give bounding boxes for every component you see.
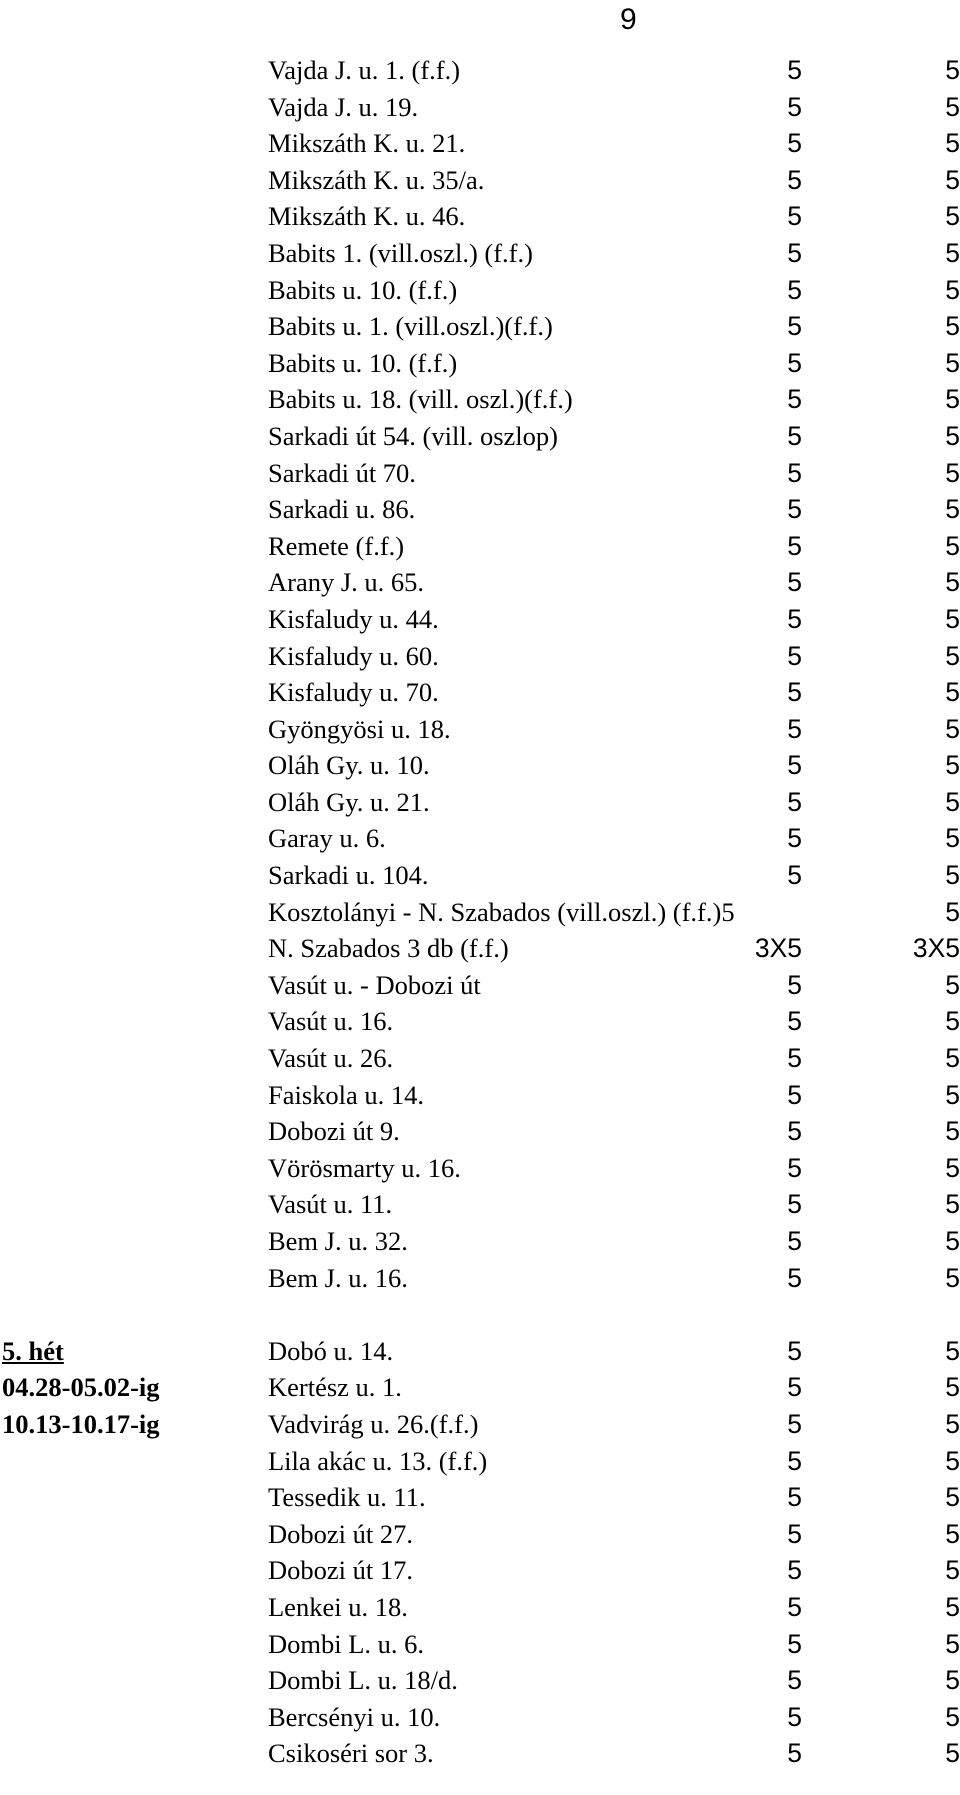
value-first: 5 bbox=[787, 237, 802, 268]
value-first: 5 bbox=[787, 420, 802, 451]
list-item bbox=[0, 1589, 960, 1626]
value-first: 5 bbox=[787, 311, 802, 342]
value-first: 5 bbox=[787, 1482, 802, 1513]
address-text: Lila akác u. 13. (f.f.) bbox=[268, 1445, 488, 1476]
value-first: 5 bbox=[787, 1152, 802, 1183]
address-text: Oláh Gy. u. 21. bbox=[268, 786, 430, 817]
list-item bbox=[0, 162, 960, 199]
value-first: 5 bbox=[787, 1665, 802, 1696]
value-second: 5 bbox=[945, 1701, 960, 1732]
address-text: Dobozi út 9. bbox=[268, 1116, 400, 1147]
value-second: 5 bbox=[945, 1043, 960, 1074]
address-text: Vasút u. 11. bbox=[268, 1189, 393, 1220]
list-item bbox=[0, 1150, 960, 1187]
address-list bbox=[0, 52, 960, 1772]
address-text: Bem J. u. 16. bbox=[268, 1262, 408, 1293]
value-first: 5 bbox=[787, 201, 802, 232]
address-text: Babits 1. (vill.oszl.) (f.f.) bbox=[268, 237, 533, 268]
value-first: 5 bbox=[787, 347, 802, 378]
address-text: Sarkadi út 54. (vill. oszlop) bbox=[268, 420, 558, 451]
list-item bbox=[0, 1113, 960, 1150]
value-second: 5 bbox=[945, 1189, 960, 1220]
value-second: 5 bbox=[945, 603, 960, 634]
value-second: 5 bbox=[945, 1591, 960, 1622]
address-text: Bem J. u. 32. bbox=[268, 1226, 408, 1256]
value-first: 5 bbox=[787, 1591, 802, 1622]
address-text: N. Szabados 3 db (f.f.) bbox=[268, 933, 509, 964]
list-item bbox=[0, 235, 960, 272]
value-second: 5 bbox=[945, 91, 960, 122]
value-first: 5 bbox=[787, 274, 802, 305]
list-item bbox=[0, 418, 960, 455]
address-text: Oláh Gy. u. 10. bbox=[268, 750, 430, 781]
address-text: Gyöngyösi u. 18. bbox=[268, 713, 451, 744]
value-first: 5 bbox=[787, 384, 802, 415]
value-first: 5 bbox=[787, 55, 802, 85]
value-second: 5 bbox=[945, 823, 960, 854]
address-text: Babits u. 10. (f.f.) bbox=[268, 347, 458, 378]
list-item bbox=[0, 1369, 960, 1406]
address-text: Dobozi út 27. bbox=[268, 1518, 413, 1549]
value-first: 5 bbox=[787, 567, 802, 598]
value-second: 5 bbox=[945, 1152, 960, 1183]
list-item bbox=[0, 601, 960, 638]
address-text: Csikoséri sor 3. bbox=[268, 1738, 434, 1769]
value-second: 5 bbox=[945, 55, 960, 85]
value-first: 5 bbox=[787, 1335, 802, 1366]
value-second: 5 bbox=[945, 677, 960, 708]
address-text: Kertész u. 1. bbox=[268, 1372, 402, 1403]
list-item bbox=[0, 1662, 960, 1699]
address-text: Vajda J. u. 19. bbox=[268, 91, 419, 122]
list-item bbox=[0, 1260, 960, 1297]
value-second: 5 bbox=[945, 201, 960, 232]
value-first: 5 bbox=[787, 1226, 802, 1256]
address-text: Mikszáth K. u. 21. bbox=[268, 128, 466, 159]
address-text: Kisfaludy u. 70. bbox=[268, 677, 439, 708]
list-item bbox=[0, 967, 960, 1004]
value-first: 5 bbox=[787, 1408, 802, 1439]
address-text: Vasút u. 16. bbox=[268, 1006, 394, 1037]
value-first: 5 bbox=[787, 677, 802, 708]
value-second: 5 bbox=[945, 1079, 960, 1110]
list-item bbox=[0, 308, 960, 345]
value-first: 5 bbox=[787, 713, 802, 744]
page-number: 9 bbox=[620, 3, 637, 36]
list-item bbox=[0, 272, 960, 309]
value-second: 5 bbox=[945, 237, 960, 268]
list-item bbox=[0, 820, 960, 857]
address-text: Bercsényi u. 10. bbox=[268, 1701, 441, 1732]
list-item bbox=[0, 1040, 960, 1077]
address-text: Garay u. 6. bbox=[268, 823, 386, 854]
section-gap bbox=[0, 1296, 960, 1333]
address-text: Sarkadi út 70. bbox=[268, 457, 416, 488]
value-first: 5 bbox=[787, 164, 802, 195]
value-second: 5 bbox=[945, 640, 960, 671]
list-item bbox=[0, 1003, 960, 1040]
list-item bbox=[0, 1223, 960, 1260]
value-first: 5 bbox=[787, 1372, 802, 1403]
value-first: 5 bbox=[787, 494, 802, 525]
value-first: 5 bbox=[787, 823, 802, 854]
value-second: 5 bbox=[945, 1445, 960, 1476]
address-text: Vasút u. - Dobozi út bbox=[268, 969, 481, 1000]
list-item bbox=[0, 1516, 960, 1553]
address-text: Babits u. 1. (vill.oszl.)(f.f.) bbox=[268, 311, 553, 342]
value-first: 5 bbox=[787, 1079, 802, 1110]
value-first: 5 bbox=[787, 1006, 802, 1037]
value-second: 5 bbox=[945, 713, 960, 744]
address-text: Babits u. 10. (f.f.) bbox=[268, 274, 458, 305]
value-second: 5 bbox=[945, 1116, 960, 1147]
list-item bbox=[0, 1333, 960, 1370]
list-item bbox=[0, 1186, 960, 1223]
value-second: 5 bbox=[945, 384, 960, 415]
value-first: 5 bbox=[787, 1116, 802, 1147]
value-first: 5 bbox=[787, 1445, 802, 1476]
value-second: 5 bbox=[945, 1006, 960, 1037]
value-first: 5 bbox=[787, 1043, 802, 1074]
list-item bbox=[0, 747, 960, 784]
value-second: 5 bbox=[945, 128, 960, 159]
list-item bbox=[0, 564, 960, 601]
value-first: 5 bbox=[787, 1518, 802, 1549]
value-first: 5 bbox=[787, 128, 802, 159]
list-item bbox=[0, 125, 960, 162]
list-item bbox=[0, 1077, 960, 1114]
value-second: 5 bbox=[945, 1226, 960, 1256]
list-item bbox=[0, 1479, 960, 1516]
address-text: Kisfaludy u. 44. bbox=[268, 603, 439, 634]
list-item bbox=[0, 345, 960, 382]
list-item bbox=[0, 1443, 960, 1480]
value-second: 5 bbox=[945, 1665, 960, 1696]
address-text: Babits u. 18. (vill. oszl.)(f.f.) bbox=[268, 384, 573, 415]
value-second: 5 bbox=[945, 896, 960, 927]
value-first: 5 bbox=[787, 1262, 802, 1293]
value-first: 5 bbox=[787, 91, 802, 122]
value-second: 3X5 bbox=[912, 933, 960, 964]
value-second: 5 bbox=[945, 1628, 960, 1659]
value-second: 5 bbox=[945, 274, 960, 305]
address-text: Vörösmarty u. 16. bbox=[268, 1152, 461, 1183]
value-second: 5 bbox=[945, 494, 960, 525]
list-item bbox=[0, 455, 960, 492]
list-item bbox=[0, 1552, 960, 1589]
list-item bbox=[0, 711, 960, 748]
value-first: 5 bbox=[787, 750, 802, 781]
address-text: Kisfaludy u. 60. bbox=[268, 640, 439, 671]
value-second: 5 bbox=[945, 750, 960, 781]
list-item bbox=[0, 930, 960, 967]
address-text: Dobozi út 17. bbox=[268, 1555, 413, 1586]
address-text: Sarkadi u. 104. bbox=[268, 860, 429, 891]
address-text: Sarkadi u. 86. bbox=[268, 494, 416, 525]
value-first: 5 bbox=[787, 640, 802, 671]
list-item bbox=[0, 52, 960, 89]
address-text: Remete (f.f.) bbox=[268, 530, 405, 561]
address-text: Mikszáth K. u. 35/a. bbox=[268, 164, 485, 195]
value-second: 5 bbox=[945, 420, 960, 451]
list-item bbox=[0, 381, 960, 418]
address-text: Dombi L. u. 6. bbox=[268, 1628, 425, 1659]
value-second: 5 bbox=[945, 1518, 960, 1549]
value-first: 5 bbox=[787, 457, 802, 488]
list-item bbox=[0, 1735, 960, 1772]
list-item bbox=[0, 638, 960, 675]
address-text: Dombi L. u. 18/d. bbox=[268, 1665, 458, 1696]
value-first: 5 bbox=[787, 1189, 802, 1220]
week-label: 5. hét bbox=[2, 1335, 64, 1366]
value-second: 5 bbox=[945, 1335, 960, 1366]
value-second: 5 bbox=[945, 1738, 960, 1769]
value-second: 5 bbox=[945, 969, 960, 1000]
value-first: 5 bbox=[787, 1628, 802, 1659]
address-text: Dobó u. 14. bbox=[268, 1335, 394, 1366]
list-item bbox=[0, 528, 960, 565]
list-item bbox=[0, 89, 960, 126]
value-first: 3X5 bbox=[754, 933, 802, 964]
value-first: 5 bbox=[787, 1555, 802, 1586]
list-item bbox=[0, 491, 960, 528]
address-text: Faiskola u. 14. bbox=[268, 1079, 425, 1110]
value-second: 5 bbox=[945, 457, 960, 488]
value-second: 5 bbox=[945, 1372, 960, 1403]
address-text: Tessedik u. 11. bbox=[268, 1482, 426, 1513]
list-item bbox=[0, 674, 960, 711]
value-first: 5 bbox=[787, 860, 802, 891]
value-first: 5 bbox=[787, 1738, 802, 1769]
value-second: 5 bbox=[945, 1408, 960, 1439]
list-item bbox=[0, 784, 960, 821]
value-first: 5 bbox=[787, 603, 802, 634]
list-item bbox=[0, 894, 960, 931]
date-range: 10.13-10.17-ig bbox=[2, 1408, 160, 1439]
list-item bbox=[0, 1699, 960, 1736]
value-first: 5 bbox=[787, 786, 802, 817]
value-second: 5 bbox=[945, 1482, 960, 1513]
address-text: Vasút u. 26. bbox=[268, 1043, 394, 1074]
list-item bbox=[0, 198, 960, 235]
value-first: 5 bbox=[787, 1701, 802, 1732]
value-second: 5 bbox=[945, 164, 960, 195]
address-text: Arany J. u. 65. bbox=[268, 567, 425, 598]
address-text: Vadvirág u. 26.(f.f.) bbox=[268, 1408, 479, 1439]
value-first: 5 bbox=[787, 969, 802, 1000]
value-second: 5 bbox=[945, 347, 960, 378]
value-second: 5 bbox=[945, 1555, 960, 1586]
value-second: 5 bbox=[945, 860, 960, 891]
value-second: 5 bbox=[945, 567, 960, 598]
value-first: 5 bbox=[787, 530, 802, 561]
value-second: 5 bbox=[945, 311, 960, 342]
list-item bbox=[0, 1406, 960, 1443]
date-range: 04.28-05.02-ig bbox=[2, 1372, 160, 1403]
address-text: Mikszáth K. u. 46. bbox=[268, 201, 466, 232]
value-second: 5 bbox=[945, 1262, 960, 1293]
value-second: 5 bbox=[945, 786, 960, 817]
list-item bbox=[0, 857, 960, 894]
address-text: Lenkei u. 18. bbox=[268, 1591, 408, 1622]
list-item bbox=[0, 1626, 960, 1663]
address-text: Vajda J. u. 1. (f.f.) bbox=[268, 55, 461, 85]
value-second: 5 bbox=[945, 530, 960, 561]
address-text: Kosztolányi - N. Szabados (vill.oszl.) (f.f.)5 bbox=[268, 896, 735, 927]
